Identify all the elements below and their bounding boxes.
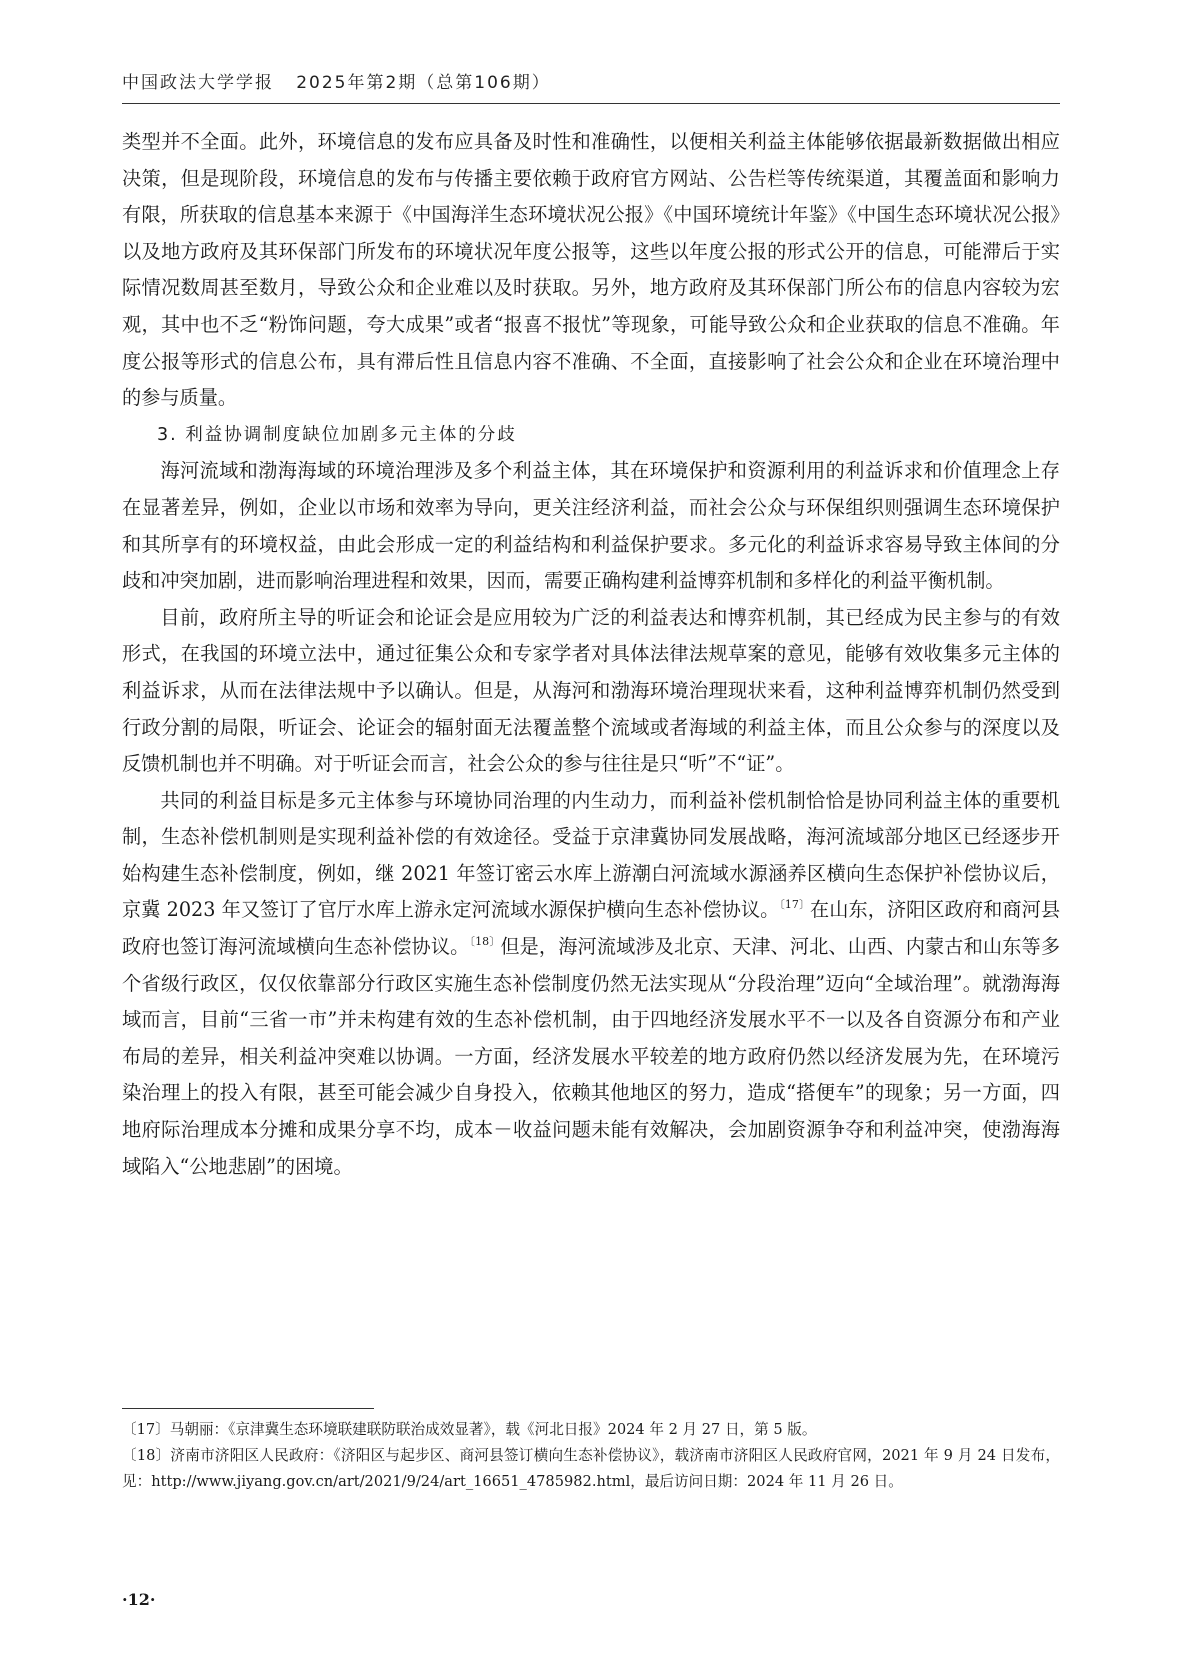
journal-title: 中国政法大学学报 — [122, 73, 274, 93]
footnote-18: 〔18〕济南市济阳区人民政府：《济阳区与起步区、商河县签订横向生态补偿协议》，载济南市济阳区人民政府官网，2021 年 9 月 24 日发布，见：http://www.jiyang.gov.cn/art/2021/9/24/art_16651_4785982.html，最后访问日期：2024 年 11 月 26 日。 — [122, 1447, 1060, 1490]
paragraph: 海河流域和渤海海域的环境治理涉及多个利益主体，其在环境保护和资源利用的利益诉求和价值理念上存在显著差异，例如，企业以市场和效率为导向，更关注经济利益，而社会公众与环保组织则强调生态环境保护和其所享有的环境权益，由此会形成一定的利益结构和利益保护要求。多元化的利益诉求容易导致主体间的分歧和冲突加剧，进而影响治理进程和效果，因而，需要正确构建利益博弈机制和多样化的利益平衡机制。 — [122, 459, 1060, 593]
header-divider — [122, 103, 1060, 104]
footnote-17: 〔17〕马朝丽：《京津冀生态环境联建联防联治成效显著》，载《河北日报》2024 年 2 月 27 日，第 5 版。 — [122, 1421, 817, 1438]
footnote-divider — [122, 1408, 374, 1409]
paragraph — [122, 783, 1060, 1186]
main-text — [122, 124, 1060, 1185]
paragraph: 目前，政府所主导的听证会和论证会是应用较为广泛的利益表达和博弈机制，其已经成为民主参与的有效形式，在我国的环境立法中，通过征集公众和专家学者对具体法律法规草案的意见，能够有效收集多元主体的利益诉求，从而在法律法规中予以确认。但是，从海河和渤海环境治理现状来看，这种利益博弈机制仍然受到行政分割的局限，听证会、论证会的辐射面无法覆盖整个流域或者海域的利益主体，而且公众参与的深度以及反馈机制也并不明确。对于听证会而言，社会公众的参与往往是只“听”不“证”。 — [122, 605, 1060, 776]
issue-info: 2025年第2期（总第106期） — [296, 73, 551, 93]
paragraph-text: 在山东，济阳区政府和商河县政府也签订海河流域横向生态补偿协议。 — [122, 898, 1061, 959]
running-header — [122, 68, 1062, 93]
section-heading: 3. 利益协调制度缺位加剧多元主体的分歧 — [157, 424, 517, 445]
page-number: ·12· — [122, 1590, 156, 1609]
footnote-reference-18[interactable]: 〔18〕 — [469, 935, 501, 949]
footnote-reference-17[interactable]: 〔17〕 — [779, 898, 811, 912]
paragraph-continued: 类型并不全面。此外，环境信息的发布应具备及时性和准确性，以便相关利益主体能够依据最新数据做出相应决策，但是现阶段，环境信息的发布与传播主要依赖于政府官方网站、公告栏等传统渠道，其覆盖面和影响力有限，所获取的信息基本来源于《中国海洋生态环境状况公报》《中国环境统计年鉴》《中国生态环境状况公报》以及地方政府及其环保部门所发布的环境状况年度公报等，这些以年度公报的形式公开的信息，可能滞后于实际情况数周甚至数月，导致公众和企业难以及时获取。另外，地方政府及其环保部门所公布的信息内容较为宏观，其中也不乏“粉饰问题，夸大成果”或者“报喜不报忧”等现象，可能导致公众和企业获取的信息不准确。年度公报等形式的信息公布，具有滞后性且信息内容不准确、不全面，直接影响了社会公众和企业在环境治理中的参与质量。 — [122, 130, 1060, 410]
paragraph-text: 共同的利益目标是多元主体参与环境协同治理的内生动力，而利益补偿机制恰恰是协同利益主体的重要机制，生态补偿机制则是实现利益补偿的有效途径。受益于京津冀协同发展战略，海河流域部分地区已经逐步开始构建生态补偿制度，例如，继 2021 年签订密云水库上游潮白河流域水源涵养区横向生态保护补偿协议后，京冀 2023 年又签订了官厅水库上游永定河流域水源保护横向生态补偿协议。 — [122, 788, 1060, 922]
paragraph-text: 但是，海河流域涉及北京、天津、河北、山西、内蒙古和山东等多个省级行政区，仅仅依靠部分行政区实施生态补偿制度仍然无法实现从“分段治理”迈向“全域治理”。就渤海海域而言，目前“三省一市”并未构建有效的生态补偿机制，由于四地经济发展水平不一以及各自资源分布和产业布局的差异，相关利益冲突难以协调。一方面，经济发展水平较差的地方政府仍然以经济发展为先，在环境污染治理上的投入有限，甚至可能会减少自身投入，依赖其他地区的努力，造成“搭便车”的现象；另一方面，四地府际治理成本分摊和成果分享不均，成本－收益问题未能有效解决，会加剧资源争夺和利益冲突，使渤海海域陷入“公地悲剧”的困境。 — [122, 935, 1061, 1178]
footnotes — [122, 1417, 1060, 1495]
